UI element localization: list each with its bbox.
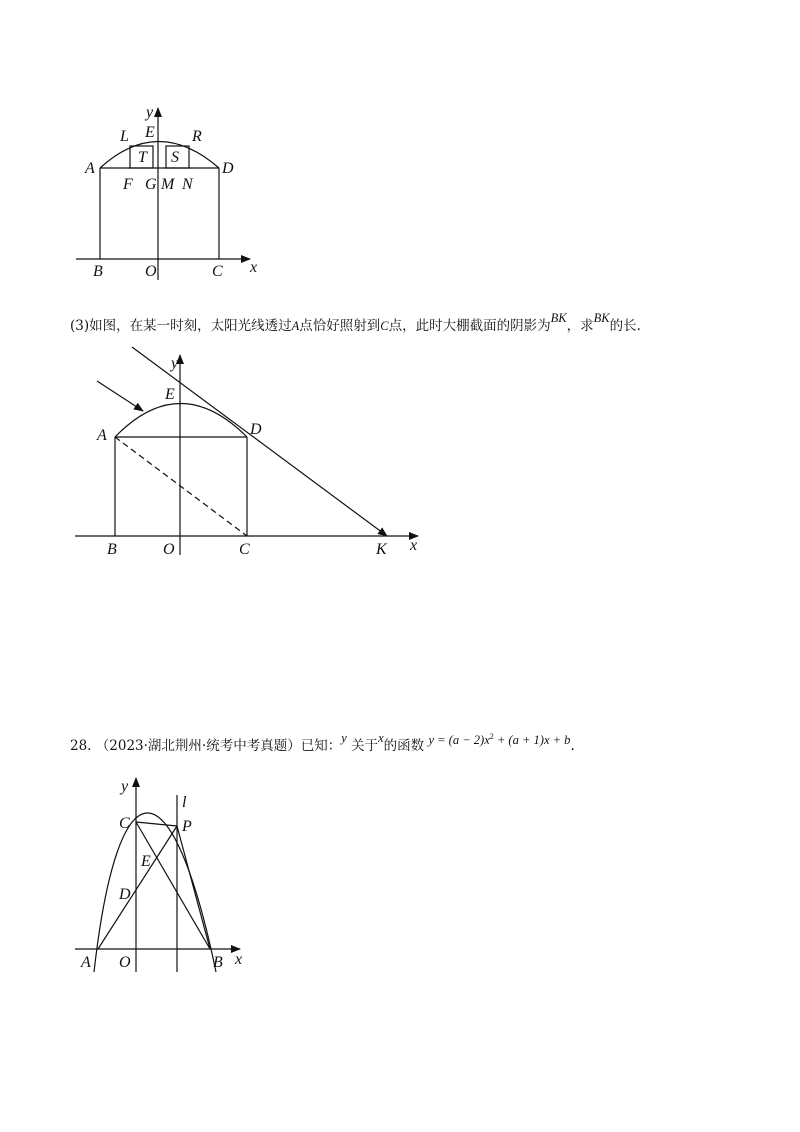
label-y: y <box>171 355 179 372</box>
segment-PB <box>177 826 210 949</box>
label-G: G <box>145 176 157 193</box>
q3-prefix: (3)如图，在某一时刻，太阳光线透过 <box>70 318 292 334</box>
q3-mid2: 点，此时大棚截面的阴影为 <box>388 318 551 334</box>
label-N: N <box>182 176 193 193</box>
q3-point-c: C <box>380 319 389 333</box>
label-E: E <box>165 386 175 403</box>
label-y: y <box>121 778 129 795</box>
q28-end: . <box>570 738 575 755</box>
label-B: B <box>107 541 117 558</box>
label-R: R <box>192 128 202 145</box>
figure1-labels <box>84 104 257 280</box>
q28-source: （2023·湖北荆州·统考中考真题）已知： <box>95 738 342 755</box>
q3-bk-1: BK <box>550 311 567 325</box>
q3-point-a: A <box>291 319 300 333</box>
q3-suffix: 的长. <box>609 318 641 334</box>
label-y: y <box>146 104 154 121</box>
q28-number: 28. <box>70 738 92 755</box>
figure2-labels <box>96 355 417 558</box>
figure3-labels <box>80 778 242 971</box>
q3-mid3: ，求 <box>566 318 594 334</box>
label-D: D <box>250 421 262 438</box>
question-3-text <box>70 311 641 336</box>
parabola-curve <box>94 813 216 972</box>
q28-equation: $y = (a - 2)x^2 + (a + 1)x + b$ <box>428 732 571 748</box>
label-M: M <box>161 176 175 193</box>
q28-var-x: x <box>378 731 384 746</box>
sun-ray-arrow <box>97 381 143 411</box>
tangent-ray-DK <box>132 347 387 536</box>
dashed-ray-AC <box>115 437 247 536</box>
q3-mid1: 点恰好照射到 <box>299 318 381 334</box>
question-28-text <box>70 733 575 756</box>
label-C: C <box>212 263 223 280</box>
label-l: l <box>182 794 187 811</box>
label-x: x <box>235 951 243 968</box>
figure-parabola <box>75 778 243 972</box>
label-B: B <box>213 954 223 971</box>
label-S: S <box>171 149 179 166</box>
q3-bk-2: BK <box>593 311 610 325</box>
label-A: A <box>85 160 95 177</box>
label-O: O <box>119 954 131 971</box>
q28-fn: 的函数 <box>383 738 425 755</box>
arc-roof <box>100 142 219 169</box>
segment-CB <box>136 822 210 949</box>
q28-var-y: y <box>341 731 347 746</box>
label-P: P <box>182 818 192 835</box>
label-E: E <box>145 124 155 141</box>
figure-sunlight-shadow <box>75 347 418 555</box>
label-C: C <box>119 815 130 832</box>
arc-roof <box>115 404 247 438</box>
label-L: L <box>120 128 129 145</box>
label-C: C <box>239 541 250 558</box>
figure-greenhouse-windows <box>76 108 250 280</box>
label-B: B <box>93 263 103 280</box>
label-A: A <box>97 427 107 444</box>
label-E: E <box>141 853 151 870</box>
label-F: F <box>123 176 133 193</box>
segment-AP <box>98 826 177 949</box>
label-O: O <box>163 541 175 558</box>
label-D: D <box>222 160 234 177</box>
label-x: x <box>250 259 258 276</box>
q28-about: 关于 <box>351 738 379 755</box>
label-x: x <box>410 537 418 554</box>
label-A: A <box>81 954 91 971</box>
label-D: D <box>119 886 131 903</box>
label-O: O <box>145 263 157 280</box>
label-K: K <box>376 541 387 558</box>
label-T: T <box>138 149 147 166</box>
segment-CP <box>136 822 177 826</box>
